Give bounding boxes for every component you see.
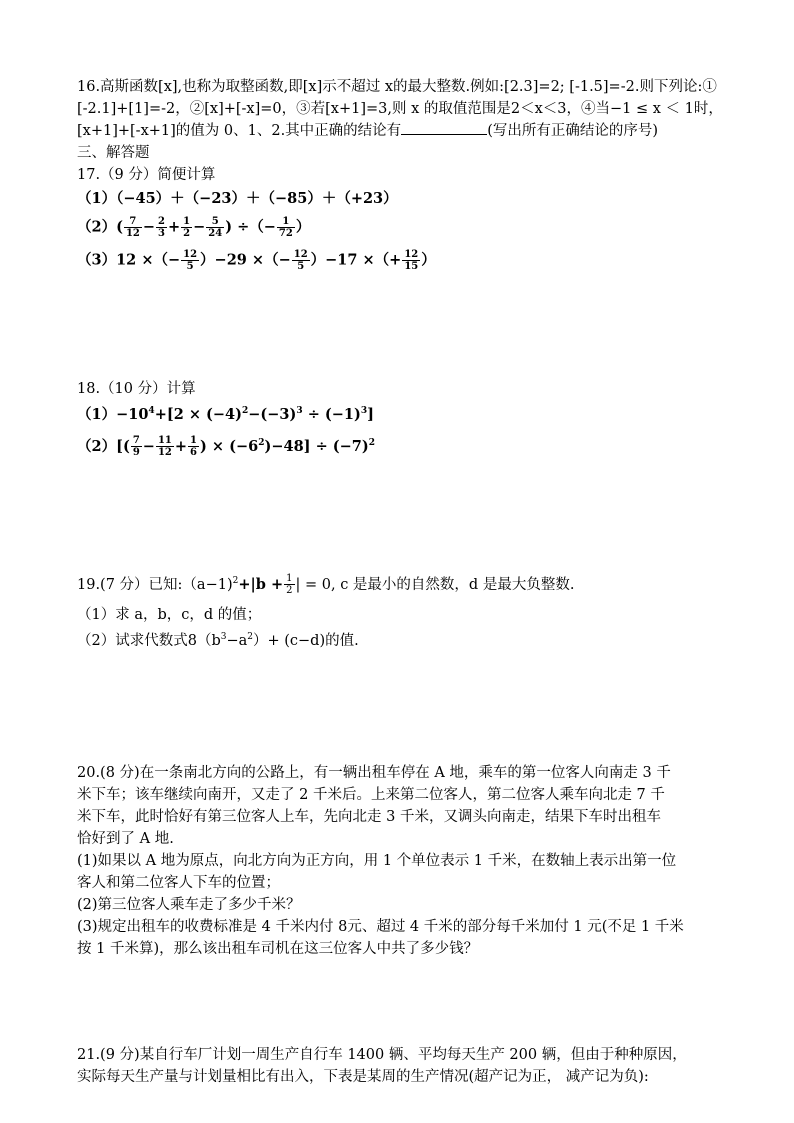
exponent: 3 <box>296 406 303 416</box>
denominator: 24 <box>208 228 223 239</box>
q18-part1 <box>77 400 727 426</box>
section-heading: 三、解答题 <box>77 145 150 161</box>
q18-title: 18.（10 分）计算 <box>77 381 196 397</box>
q20-line6: 客人和第二位客人下车的位置； <box>77 875 280 892</box>
operator: − <box>142 218 156 236</box>
fraction <box>156 216 167 239</box>
q21-line1: 21.(9 分)某自行车厂计划一周生产自行车 1400 辆、平均每天生产 200 辆，但由于种种原因， <box>77 1047 687 1064</box>
exponent: 2 <box>232 576 239 587</box>
q20-line2: 米下车；该车继续向南开，又走了 2 千米后。上来第二位客人，第二位客人乘车向北走 7 千 <box>77 787 665 804</box>
q19-part2 <box>77 626 727 652</box>
numerator: 1 <box>277 216 295 228</box>
operator: ) ÷（− <box>225 218 276 236</box>
q18-p1-text: ÷ (−1) <box>302 405 361 423</box>
q17-p2-pre: （2）( <box>77 218 123 236</box>
q16-line3-tail: (写出所有正确结论的序号) <box>487 123 659 139</box>
fraction <box>277 216 295 239</box>
q20-line7: (2)第三位客人乘车走了多少千米？ <box>77 897 301 914</box>
q17-part1: （1）（−45）＋（−23）＋（−85）＋（+23） <box>77 190 398 207</box>
denominator: 9 <box>132 447 140 459</box>
denominator: 6 <box>190 447 197 459</box>
fraction <box>206 216 224 239</box>
q19-text: 19.(7 分）已知:（a−1) <box>77 576 233 593</box>
operator: − <box>142 437 155 455</box>
operator: ) × (−6 <box>199 437 259 455</box>
q16-line3 <box>77 120 727 142</box>
fraction <box>124 216 142 239</box>
numerator: 7 <box>124 216 142 228</box>
q19-line1 <box>77 570 727 596</box>
q18-p1-text: （1）−10 <box>77 405 149 423</box>
numerator: 12 <box>293 249 308 260</box>
fraction <box>131 435 142 458</box>
operator: ）−17 ×（+ <box>310 251 402 269</box>
operator: )−48] ÷ (−7) <box>264 437 369 455</box>
denominator: 12 <box>125 228 140 239</box>
q20-line5: (1)如果以 A 地为原点，向北方向为正方向，用 1 个单位表示 1 千米，在数轴上表示出第一位 <box>77 853 677 870</box>
numerator: 12 <box>183 249 198 260</box>
q20-line9: 按 1 千米算)，那么该出租车司机在这三位客人中共了多少钱？ <box>77 941 479 958</box>
exponent: 4 <box>148 406 155 416</box>
numerator: 5 <box>206 216 224 228</box>
numerator: 7 <box>132 435 140 447</box>
operator: + <box>168 218 181 236</box>
denominator: 12 <box>157 447 172 459</box>
q19-text: −a <box>226 633 248 650</box>
q16-line3-text: [x+1]+[-x+1]的值为 0、1、2.其中正确的结论有 <box>77 123 402 139</box>
q17-part3 <box>77 249 727 272</box>
denominator: 5 <box>297 261 305 272</box>
q18-p1-text: −(−3) <box>248 405 297 423</box>
exponent: 3 <box>360 406 368 416</box>
q16-line2: [-2.1]+[1]=-2，②[x]+[-x]=0，③若[x+1]=3,则 x 的取值范围是2＜x＜3，④当−1 ≤ x ＜ 1时， <box>77 101 723 117</box>
denominator: 2 <box>183 228 191 239</box>
operator: + <box>174 437 188 455</box>
fraction <box>284 573 294 596</box>
q20-line8: (3)规定出租车的收费标准是 4 千米内付 8元、超过 4 千米的部分每千米加付 1 元(不足 1 千米 <box>77 919 684 936</box>
fraction <box>181 216 192 239</box>
answer-blank[interactable] <box>401 120 487 135</box>
fraction <box>292 249 310 272</box>
q20-line1: 20.(8 分)在一条南北方向的公路上，有一辆出租车停在 A 地，乘车的第一位客人向南走 3 千 <box>77 765 671 782</box>
q17-part2 <box>77 216 727 239</box>
fraction <box>188 435 199 458</box>
exponent: 2 <box>242 406 249 416</box>
operator: − <box>193 218 206 236</box>
numerator: 11 <box>157 435 172 447</box>
numerator: 1 <box>183 216 191 227</box>
q20-line3: 米下车，此时恰好有第三位客人上车，先向北走 3 千米，又调头向南走，结果下车时出租车 <box>77 809 661 826</box>
q18-p1-text: ] <box>367 405 374 423</box>
denominator: 2 <box>286 585 293 597</box>
numerator: 1 <box>190 435 197 447</box>
exponent: 3 <box>220 632 227 643</box>
q17-p3-pre: （3）12 ×（− <box>77 251 181 269</box>
exponent: 2 <box>258 437 265 448</box>
q19-text: （2）试求代数式8（b <box>77 633 221 650</box>
fraction <box>402 249 420 272</box>
numerator: 1 <box>286 573 293 585</box>
q17-title: 17.（9 分）简便计算 <box>77 167 216 183</box>
q19-text: ）+ (c−d)的值. <box>253 633 359 650</box>
fraction <box>181 249 199 272</box>
denominator: 3 <box>158 228 165 239</box>
q20-line4: 恰好到了 A 地. <box>77 831 174 848</box>
q19-part1: （1）求 a，b，c，d 的值； <box>77 607 262 624</box>
worksheet-page <box>77 76 727 1088</box>
denominator: 5 <box>186 261 194 272</box>
operator: ）−29 ×（− <box>200 251 291 269</box>
work-space <box>77 652 727 762</box>
operator: ） <box>421 251 436 269</box>
work-space <box>77 960 727 1044</box>
denominator: 72 <box>278 228 293 239</box>
q16-line1: 16.高斯函数[x],也称为取整函数,即[x]示不超过 x的最大整数.例如:[2.3]=2; [-1.5]=-2.则下列论:① <box>77 79 717 95</box>
work-space <box>77 272 727 378</box>
numerator: 12 <box>404 249 419 260</box>
exponent: 2 <box>368 437 375 448</box>
work-space <box>77 458 727 570</box>
numerator: 2 <box>158 216 165 227</box>
q21-line2: 实际每天生产量与计划量相比有出入，下表是某周的生产情况(超产记为正， 减产记为负): <box>77 1069 649 1086</box>
fraction <box>156 435 174 458</box>
q18-p2-pre: （2）[( <box>77 437 130 455</box>
operator: ） <box>295 218 311 236</box>
denominator: 15 <box>404 261 419 272</box>
exponent: 2 <box>247 632 253 643</box>
q19-text: +|b + <box>238 575 284 593</box>
q18-p1-text: +[2 × (−4) <box>154 405 242 423</box>
q19-text: | = 0, c 是最小的自然数，d 是最大负整数. <box>295 576 575 593</box>
q18-part2 <box>77 432 727 458</box>
